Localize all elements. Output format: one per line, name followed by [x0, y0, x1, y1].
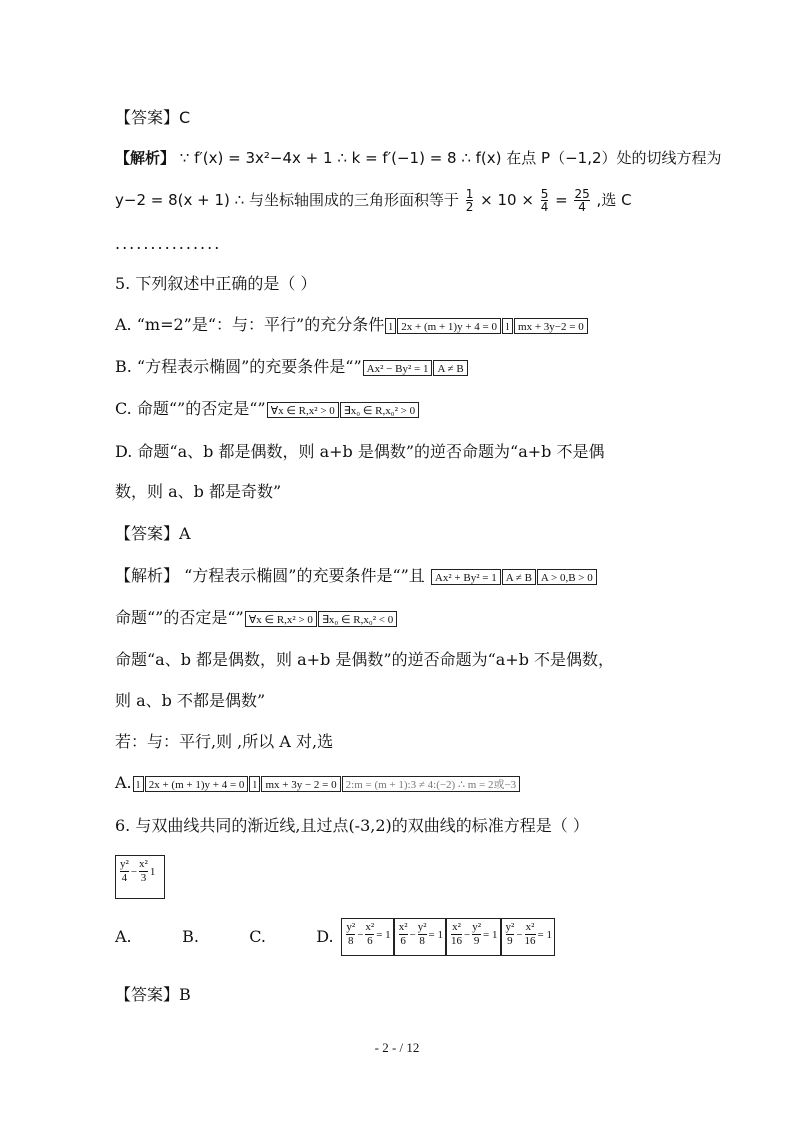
fraction-result: $\frac{25}{4}$: [574, 187, 590, 214]
prev-answer: 【答案】C: [115, 108, 191, 127]
fraction-five-fourths: $\frac{5}{4}$: [540, 187, 549, 214]
given-hyperbola-box: $\frac{\text{y²}}{4}$ − $\frac{\text{x²}}{3}$ 1: [115, 855, 165, 899]
q5-option-a-text: A. “m=2”是“：与：平行”的充分条件: [115, 315, 385, 334]
q5-answer: 【答案】A: [115, 524, 191, 543]
math-box: l: [502, 318, 513, 334]
q5-option-c-text: C. 命题“”的否定是“”: [115, 399, 266, 418]
q5-option-c: [115, 397, 419, 421]
math-box: Ax² + By² = 1: [431, 569, 501, 585]
q6-options: [115, 918, 555, 956]
q5-option-a: [115, 313, 588, 337]
q5-analysis-2: [115, 606, 397, 630]
analysis-text-2: y−2 = 8(x + 1) ∴ 与坐标轴围成的三角形面积等于: [115, 191, 459, 209]
q6-opt-b-label: B.: [182, 926, 199, 946]
q6-stem: 6. 与双曲线共同的渐近线,且过点(-3,2)的双曲线的标准方程是（ ）: [115, 816, 589, 835]
math-box: 2:m = (m + 1):3 ≠ 4:(−2) ∴ m = 2或−3: [342, 776, 521, 792]
math-box: mx + 3y−2 = 0: [514, 318, 588, 334]
q5-analysis-6: [115, 771, 520, 795]
q6-option-4-equation: $\frac{\text{y²}}{9}$ − $\frac{\text{x²}}{16}$ = 1: [501, 918, 556, 956]
q6-given-equation: [115, 855, 165, 899]
q6-opt-d-label: D.: [316, 926, 334, 946]
q5-analysis-5: 若：与：平行,则 ,所以 A 对,选: [115, 732, 334, 751]
math-box: A > 0,B > 0: [537, 569, 597, 585]
math-box: A ≠ B: [502, 569, 536, 585]
q6-option-2-equation: $\frac{\text{x²}}{6}$ − $\frac{\text{y²}}{8}$ = 1: [394, 918, 446, 956]
q5-analysis-3: 命题“a、b 都是偶数，则 a+b 是偶数”的逆否命题为“a+b 不是偶数，: [115, 650, 615, 669]
math-box: ∃x₀ ∈ R,x₀² < 0: [318, 611, 397, 627]
q5-analysis-6-prefix: A.: [115, 773, 132, 792]
q6-option-3-equation: $\frac{\text{x²}}{16}$ − $\frac{\text{y²}}{9}$ = 1: [446, 918, 501, 956]
q5-option-b: [115, 355, 468, 379]
q6-option-1-equation: $\frac{\text{y²}}{8}$ − $\frac{\text{x²}}{6}$ = 1: [341, 918, 393, 956]
choose-text: ,选 C: [596, 191, 632, 209]
q5-option-b-text: B. “方程表示椭圆”的充要条件是“”: [115, 357, 362, 376]
q5-option-d-line2: 数，则 a、b 都是奇数”: [115, 482, 282, 501]
equals-text: =: [555, 191, 568, 209]
q5-analysis-2-text: 命题“”的否定是“”: [115, 608, 244, 627]
math-box: l: [133, 776, 144, 792]
q5-stem: 5. 下列叙述中正确的是（ ）: [115, 274, 317, 293]
math-box: l: [385, 318, 396, 334]
q5-analysis-1-text: 【解析】 “方程表示椭圆”的充要条件是“”且: [115, 566, 425, 585]
analysis-text-1: ∵ f′(x) = 3x²−4x + 1 ∴ k = f′(−1) = 8 ∴ f(x) 在点 P（−1,2）处的切线方程为: [179, 149, 722, 167]
q5-option-d-line1: D. 命题“a、b 都是偶数，则 a+b 是偶数”的逆否命题为“a+b 不是偶: [115, 442, 605, 461]
math-box: ∀x ∈ R,x² > 0: [245, 611, 317, 627]
q5-analysis-1: [115, 564, 597, 588]
math-box: 2x + (m + 1)y + 4 = 0: [145, 776, 249, 792]
prev-analysis-line2: [115, 188, 632, 213]
q6-opt-c-label: C.: [249, 926, 266, 946]
multiply-text: × 10 ×: [480, 191, 534, 209]
page-footer: - 2 - / 12: [374, 1040, 420, 1055]
math-box: ∃x₀ ∈ R,x₀² > 0: [340, 402, 419, 418]
math-box: Ax² − By² = 1: [363, 360, 433, 376]
math-box: 2x + (m + 1)y + 4 = 0: [397, 318, 501, 334]
q6-opt-a-label: A.: [115, 926, 132, 946]
math-box: ∀x ∈ R,x² > 0: [267, 402, 339, 418]
math-box: A ≠ B: [433, 360, 467, 376]
separator-dots: ...............: [115, 234, 222, 253]
analysis-label: 【解析】: [115, 149, 176, 167]
q5-analysis-4: 则 a、b 不都是偶数”: [115, 691, 266, 710]
fraction-half: $\frac{1}{2}$: [465, 187, 474, 214]
q6-answer: 【答案】B: [115, 985, 191, 1004]
prev-analysis-line1: [115, 146, 722, 170]
math-box: mx + 3y − 2 = 0: [261, 776, 340, 792]
math-box: l: [249, 776, 260, 792]
